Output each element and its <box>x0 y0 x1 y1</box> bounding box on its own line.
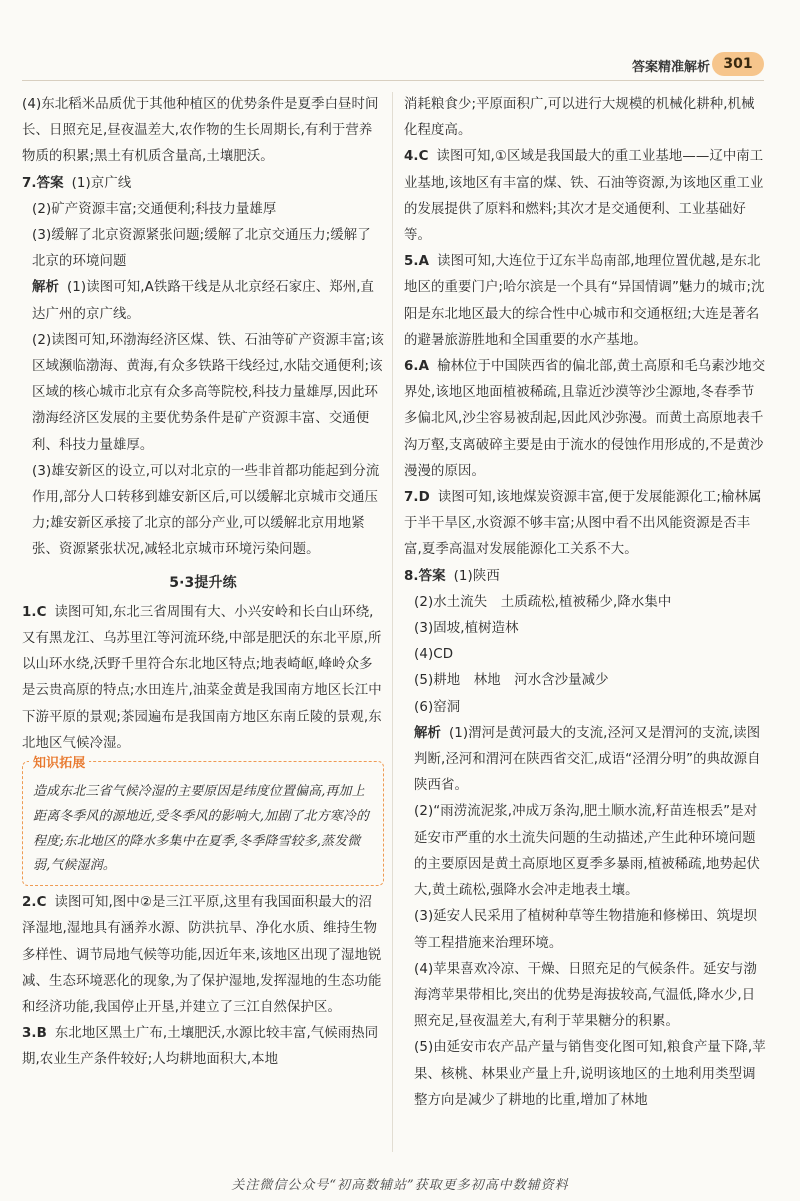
right-column <box>404 92 766 1114</box>
analysis-label: 解析 <box>414 725 441 741</box>
answer-text: 读图可知,东北三省周围有大、小兴安岭和长白山环绕,又有黑龙江、乌苏里江等河流环绕,中部是肥沃的东北平原,所以山环水绕,沃野千里符合东北地区特点;地表崎岖,峰岭众多是云贵高原的特点;水田连片,油菜金黄是我国南方地区长江中下游平原的景观;茶园遍布是我国南方地区东南丘陵的景观,东北地区气候冷湿。 <box>22 604 382 751</box>
answer-line <box>22 1021 384 1073</box>
analysis-line: (4)苹果喜欢冷凉、干燥、日照充足的气候条件。延安与渤海湾苹果带相比,突出的优势是海拔较高,气温低,降水少,日照充足,昼夜温差大,有利于苹果糖分的积累。 <box>414 961 758 1030</box>
analysis-text: (1)读图可知,A铁路干线是从北京经石家庄、郑州,直达广州的京广线。 <box>32 280 375 322</box>
analysis-line: (3)延安人民采用了植树种草等生物措施和修梯田、筑堤坝等工程措施来治理环境。 <box>414 909 758 951</box>
answer-line: (2)水土流失 土质疏松,植被稀少,降水集中 <box>414 594 672 610</box>
answer-line: (6)窑洞 <box>414 699 461 715</box>
analysis-line: (2)“雨涝流泥浆,冲成万条沟,肥土顺水流,籽苗连根丢”是对延安市严重的水土流失问题的生动描述,产生此种环境问题的主要原因是黄土高原地区夏季多暴雨,植被稀疏,地势起伏大,黄土疏松,强降水会冲走地表土壤。 <box>414 804 760 899</box>
question-number: 6.A <box>404 359 430 375</box>
answer-line <box>22 600 384 757</box>
paragraph: (4)东北稻米品质优于其他种植区的优势条件是夏季白昼时间长、日照充足,昼夜温差大,农作物的生长周期长,有利于营养物质的积累;黑土有机质含量高,土壤肥沃。 <box>22 97 379 165</box>
knowledge-box-text: 造成东北三省气候冷湿的主要原因是纬度位置偏高,再加上距离冬季风的源地近,受冬季风的影响大,加剧了北方寒冷的程度;东北地区的降水多集中在夏季,冬季降雪较多,蒸发微弱,气候湿润。 <box>33 784 369 874</box>
answer-text: 读图可知,大连位于辽东半岛南部,地理位置优越,是东北地区的重要门户;哈尔滨是一个具有“异国情调”魅力的城市;沈阳是东北地区最大的综合性中心城市和交通枢纽;大连是著名的避暑旅游胜地和全国重要的水产基地。 <box>404 254 765 348</box>
question-number: 2.C <box>22 895 47 911</box>
analysis-line: (5)由延安市农产品产量与销售变化图可知,粮食产量下降,苹果、核桃、林果业产量上升,说明该地区的土地利用类型调整方向是减少了耕地的比重,增加了林地 <box>414 1040 766 1108</box>
question-number: 5.A <box>404 254 430 270</box>
answer-line: (4)CD <box>414 647 454 663</box>
footer-note: 关注微信公众号“初高数辅站”获取更多初高中数辅资料 <box>231 1178 569 1193</box>
analysis-text: (1)渭河是黄河最大的支流,泾河又是渭河的支流,读图判断,泾河和渭河在陕西省交汇,成语“泾渭分明”的典故源自陕西省。 <box>414 725 761 794</box>
answer-line <box>22 171 384 197</box>
question-number: 4.C <box>404 149 429 165</box>
left-column <box>22 92 384 1074</box>
section-title: 5·3提升练 <box>169 574 237 591</box>
question-number: 8.答案 <box>404 568 446 584</box>
answer-line <box>404 249 766 354</box>
answer-line: (2)矿产资源丰富;交通便利;科技力量雄厚 <box>32 201 277 217</box>
analysis-line: (2)读图可知,环渤海经济区煤、铁、石油等矿产资源丰富;该区域濒临渤海、黄海,有众多铁路干线经过,水陆交通便利;该区域的核心城市北京有众多高等院校,科技力量雄厚,因此环渤海经济区发展的主要优势条件是矿产资源丰富、交通便利、科技力量雄厚。 <box>32 332 385 453</box>
question-number: 1.C <box>22 604 47 620</box>
question-number: 7.答案 <box>22 175 64 191</box>
analysis-line <box>22 275 384 327</box>
header-rule <box>22 80 764 81</box>
answer-line: (5)耕地 林地 河水含沙量减少 <box>414 673 609 689</box>
answer-line <box>22 890 384 1021</box>
page-header <box>0 48 800 82</box>
answer-line <box>404 485 766 564</box>
header-title: 答案精准解析 <box>631 60 710 75</box>
knowledge-box <box>22 756 384 886</box>
column-divider <box>392 92 393 1152</box>
answer-text: (1)陕西 <box>453 568 500 584</box>
question-number: 7.D <box>404 490 430 506</box>
answer-text: 榆林位于中国陕西省的偏北部,黄土高原和毛乌素沙地交界处,该地区地面植被稀疏,且靠近沙漠等沙尘源地,冬春季节多偏北风,沙尘容易被刮起,因此风沙弥漫。而黄土高原地表千沟万壑,支离破碎主要是由于流水的侵蚀作用形成的,不是黄沙漫漫的原因。 <box>404 359 766 479</box>
answer-line <box>404 354 766 485</box>
answer-text: 读图可知,①区域是我国最大的重工业基地——辽中南工业基地,该地区有丰富的煤、铁、石油等资源,为该地区重工业的发展提供了原料和燃料;其次才是交通便利、工业基础好等。 <box>404 149 764 244</box>
paragraph: 消耗粮食少;平原面积广,可以进行大规模的机械化耕种,机械化程度高。 <box>404 97 755 139</box>
page-number: 301 <box>712 52 764 76</box>
answer-line: (3)缓解了北京资源紧张问题;缓解了北京交通压力;缓解了北京的环境问题 <box>32 228 371 270</box>
knowledge-box-tag: 知识拓展 <box>29 752 89 777</box>
answer-text: 读图可知,该地煤炭资源丰富,便于发展能源化工;榆林属于半干旱区,水资源不够丰富;从图中看不出风能资源是否丰富,夏季高温对发展能源化工关系不大。 <box>404 490 762 558</box>
analysis-line <box>404 721 766 800</box>
answer-line <box>404 564 766 590</box>
answer-line: (3)固坡,植树造林 <box>414 621 519 637</box>
question-number: 3.B <box>22 1026 47 1042</box>
analysis-label: 解析 <box>32 280 59 296</box>
analysis-line: (3)雄安新区的设立,可以对北京的一些非首都功能起到分流作用,部分人口转移到雄安新区后,可以缓解北京城市交通压力;雄安新区承接了北京的部分产业,可以缓解北京用地紧张、资源紧张状况,减轻北京城市环境污染问题。 <box>32 463 380 558</box>
answer-text: 读图可知,图中②是三江平原,这里有我国面积最大的沼泽湿地,湿地具有涵养水源、防洪抗旱、净化水质、维持生物多样性、调节局地气候等功能,因近年来,该地区出现了湿地锐减、生态环境恶化的现象,为了保护湿地,发挥湿地的生态功能和经济功能,我国停止开垦,并建立了三江自然保护区。 <box>22 895 382 1016</box>
answer-text: (1)京广线 <box>71 175 132 191</box>
answer-text: 东北地区黑土广布,土壤肥沃,水源比较丰富,气候雨热同期,农业生产条件较好;人均耕地面积大,本地 <box>22 1026 379 1068</box>
answer-line <box>404 144 766 249</box>
